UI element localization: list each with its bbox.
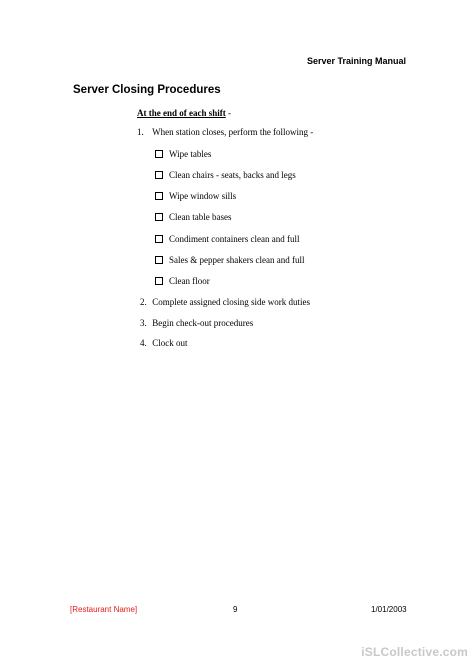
checkbox-icon — [155, 213, 163, 221]
footer-date: 1/01/2003 — [371, 605, 407, 614]
footer-page-number: 9 — [233, 605, 238, 614]
checklist-item-text: Clean chairs - seats, backs and legs — [169, 170, 296, 180]
section-label-suffix: - — [225, 108, 231, 118]
checkbox-icon — [155, 256, 163, 264]
checkbox-icon — [155, 235, 163, 243]
checklist-item — [155, 170, 296, 180]
step-text: Clock out — [152, 338, 188, 348]
checklist-item-text: Condiment containers clean and full — [169, 234, 300, 244]
step-number: 3. — [140, 318, 147, 328]
checklist-item — [155, 255, 304, 265]
section-label-text: At the end of each shift — [137, 108, 226, 118]
checklist-item — [155, 212, 231, 222]
running-header: Server Training Manual — [306, 56, 406, 66]
step-text: Complete assigned closing side work duties — [152, 297, 310, 307]
numbered-step — [137, 297, 310, 307]
numbered-step — [137, 318, 253, 328]
checklist-item-text: Wipe window sills — [169, 191, 237, 201]
checklist-item-text: Wipe tables — [169, 149, 212, 159]
checklist-item-text: Sales & pepper shakers clean and full — [169, 255, 305, 265]
numbered-step — [137, 338, 188, 348]
step-number: 1. — [137, 127, 144, 137]
checkbox-icon — [155, 192, 163, 200]
checkbox-icon — [155, 171, 163, 179]
step-number: 4. — [140, 338, 147, 348]
step-number: 2. — [140, 297, 147, 307]
checklist-item — [155, 191, 236, 201]
watermark-logo: iSLCollective.com — [361, 645, 468, 659]
page-title: Server Closing Procedures — [73, 84, 221, 96]
checkbox-icon — [155, 150, 163, 158]
checklist-item — [155, 234, 299, 244]
checklist-item-text: Clean table bases — [169, 212, 232, 222]
checklist-item-text: Clean floor — [169, 276, 210, 286]
step-text: Begin check-out procedures — [152, 318, 254, 328]
section-label — [137, 108, 231, 118]
numbered-step — [137, 127, 313, 137]
step-text: When station closes, perform the following - — [152, 127, 314, 137]
checklist-item — [155, 276, 210, 286]
checkbox-icon — [155, 277, 163, 285]
footer-restaurant-name: [Restaurant Name] — [70, 605, 138, 614]
checklist-item — [155, 149, 211, 159]
